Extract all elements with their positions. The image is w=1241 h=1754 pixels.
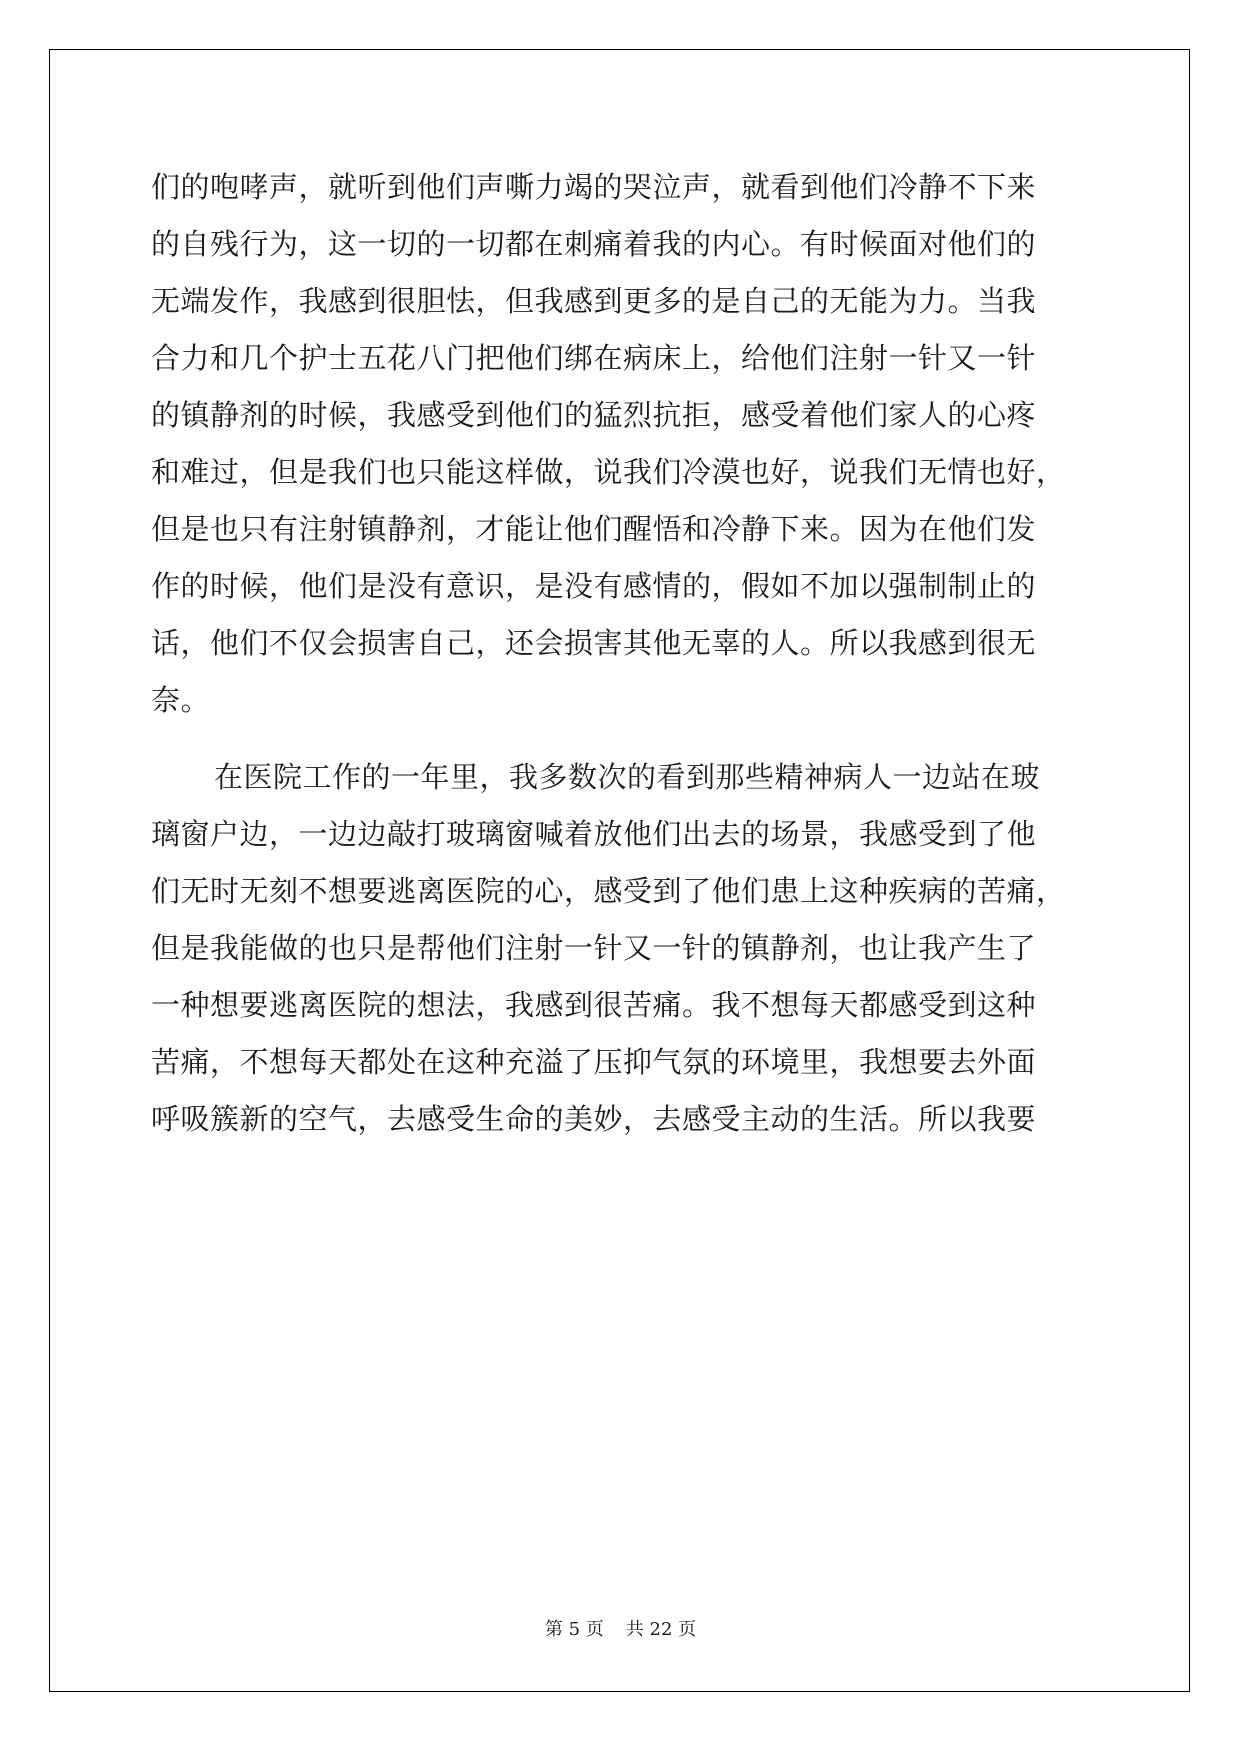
page-footer: [0, 1615, 1241, 1641]
text-line: 们的咆哮声，就听到他们声嘶力竭的哭泣声，就看到他们冷静不下来: [151, 170, 1037, 204]
text-line: 奈。: [151, 683, 211, 717]
page-number: 第 5 页: [544, 1619, 604, 1640]
text-line: 话，他们不仅会损害自己，还会损害其他无辜的人。所以我感到很无: [151, 626, 1037, 660]
paragraph-1: [151, 159, 1091, 729]
text-line: 合力和几个护士五花八门把他们绑在病床上，给他们注射一针又一针: [151, 341, 1037, 375]
text-line: 和难过，但是我们也只能这样做，说我们冷漠也好，说我们无情也好，: [151, 455, 1066, 489]
document-body: [151, 159, 1091, 1148]
text-line: 们无时无刻不想要逃离医院的心，感受到了他们患上这种疾病的苦痛，: [151, 874, 1066, 908]
text-line: 璃窗户边，一边边敲打玻璃窗喊着放他们出去的场景，我感受到了他: [151, 817, 1037, 851]
text-line: 无端发作，我感到很胆怯，但我感到更多的是自己的无能为力。当我: [151, 284, 1037, 318]
text-line: 但是我能做的也只是帮他们注射一针又一针的镇静剂，也让我产生了: [151, 931, 1037, 965]
text-line: 一种想要逃离医院的想法，我感到很苦痛。我不想每天都感受到这种: [151, 988, 1037, 1022]
text-line: 的自残行为，这一切的一切都在刺痛着我的内心。有时候面对他们的: [151, 227, 1037, 261]
text-line: 作的时候，他们是没有意识，是没有感情的，假如不加以强制制止的: [151, 569, 1037, 603]
paragraph-spacer: [151, 729, 1091, 749]
text-line: 但是也只有注射镇静剂，才能让他们醒悟和冷静下来。因为在他们发: [151, 512, 1037, 546]
text-line: 在医院工作的一年里，我多数次的看到那些精神病人一边站在玻: [214, 760, 1041, 794]
text-line: 呼吸簇新的空气，去感受生命的美妙，去感受主动的生活。所以我要: [151, 1102, 1037, 1136]
page-total: 共 22 页: [625, 1619, 697, 1640]
paragraph-2: [151, 749, 1091, 1148]
text-line: 的镇静剂的时候，我感受到他们的猛烈抗拒，感受着他们家人的心疼: [151, 398, 1037, 432]
text-line: 苦痛，不想每天都处在这种充溢了压抑气氛的环境里，我想要去外面: [151, 1045, 1037, 1079]
